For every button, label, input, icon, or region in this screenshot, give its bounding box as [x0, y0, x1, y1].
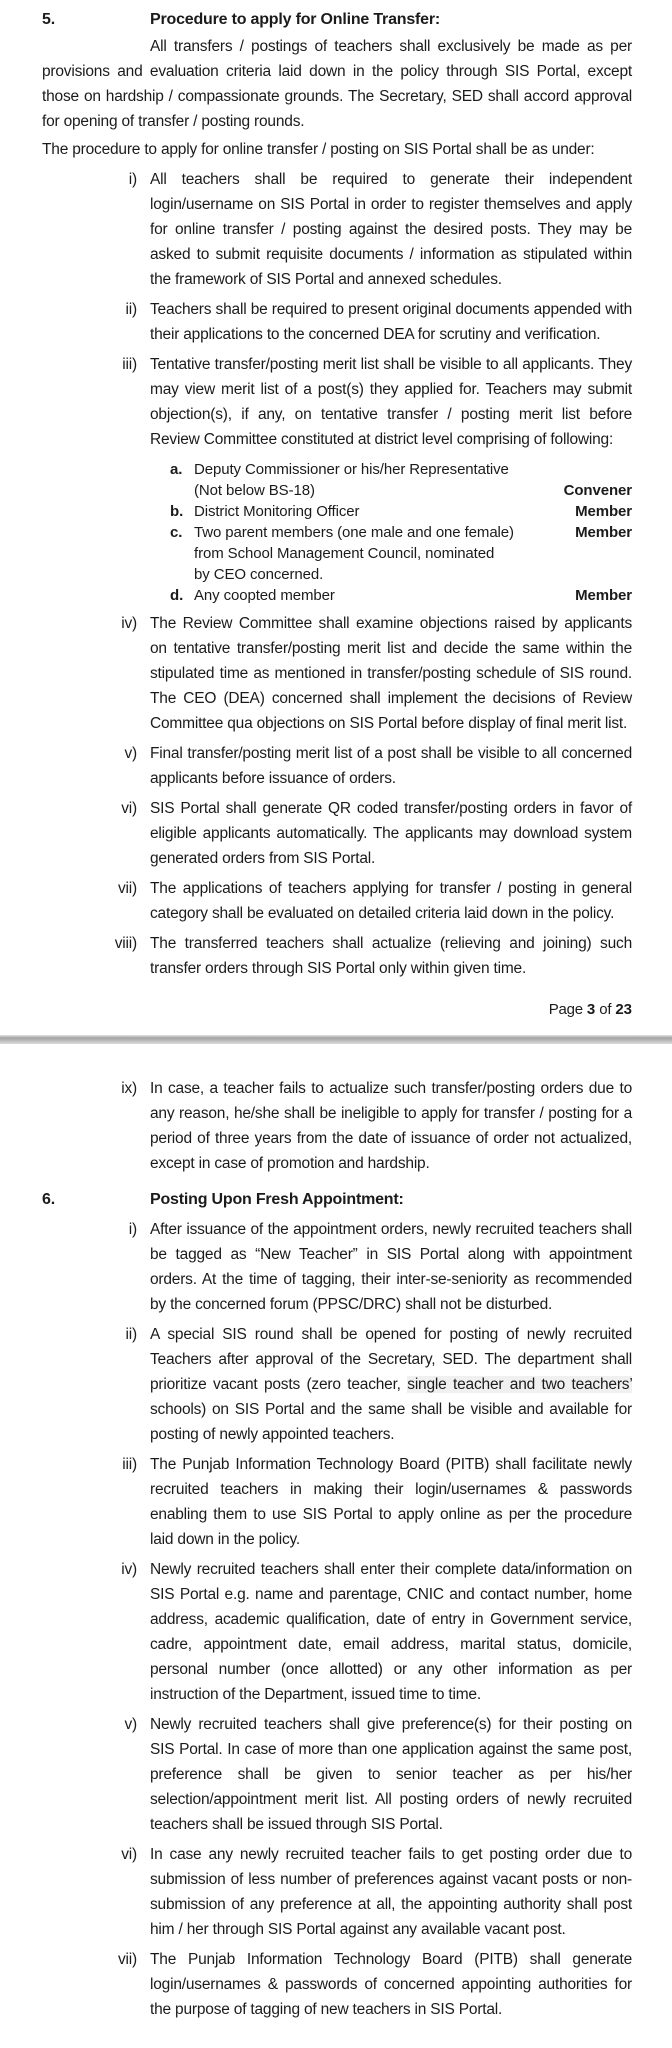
list-item-text: The Punjab Information Technology Board (PITB) shall facilitate newly recruited teachers in making their login/usernames & passwords enabling them to use SIS Portal to apply online as per the procedure laid down in the policy.	[150, 1456, 632, 1548]
page-footer-current: 3	[586, 1001, 596, 1018]
committee-text	[194, 585, 546, 606]
section-5-intro-paragraph: All transfers / postings of teachers shall exclusively be made as per provisions and evaluation criteria laid down in the policy through SIS Portal, except those on hardship / compassionate grounds. The Secretary, SED shall accord approval for opening of transfer / posting rounds.	[42, 38, 632, 130]
list-item-text: The applications of teachers applying for transfer / posting in general category shall be evaluated on detailed criteria laid down in the policy.	[150, 880, 632, 922]
list-item-number: iii)	[122, 1456, 137, 1473]
committee-row-d	[170, 585, 632, 606]
list-item-number: vi)	[121, 800, 137, 817]
page-footer-label: Page	[548, 1001, 587, 1018]
list-item-v	[42, 1712, 632, 1837]
committee-line: Any coopted member	[194, 587, 335, 604]
committee-line: (Not below BS-18)	[194, 482, 315, 499]
list-item-viii	[42, 931, 632, 981]
committee-line: District Monitoring Officer	[194, 503, 360, 520]
committee-role: Member	[575, 587, 632, 604]
committee-letter: a.	[170, 461, 183, 478]
list-item-text: The Review Committee shall examine objections raised by applicants on tentative transfer/posting merit list and decide the same within the stipulated time as mentioned in transfer/posting schedule of SIS round. The CEO (DEA) concerned shall implement the decisions of Review Committee qua objections on SIS Portal before display of final merit list.	[150, 615, 632, 732]
list-item-text: Newly recruited teachers shall give preference(s) for their posting on SIS Portal. In case of more than one application against the same post, preference shall be given to senior teacher as per his/her selection/appointment merit list. All posting orders of newly recruited teachers shall be issued through SIS Portal.	[150, 1716, 632, 1833]
list-item-number: vi)	[121, 1846, 137, 1863]
committee-role: Member	[575, 524, 632, 541]
committee-row-a	[170, 459, 632, 501]
list-item-text: SIS Portal shall generate QR coded transfer/posting orders in favor of eligible applicants automatically. The applicants may download system generated orders from SIS Portal.	[150, 800, 632, 867]
highlighted-text-segment: single teacher and two teachers’	[407, 1376, 633, 1393]
committee-role: Member	[575, 503, 632, 520]
committee-text	[194, 459, 546, 501]
committee-line: from School Management Council, nominated	[194, 545, 495, 562]
committee-letter: b.	[170, 503, 184, 520]
list-item-number: i)	[128, 1221, 137, 1238]
list-item-number: iii)	[122, 356, 137, 373]
list-item-i	[42, 1217, 632, 1317]
list-item-text: Newly recruited teachers shall enter their complete data/information on SIS Portal e.g. name and parentage, CNIC and contact number, home address, academic qualification, date of entry in Government service, cadre, appointment date, email address, marital status, domicile, personal number (once allotted) or any other information as per instruction of the Department, issued time to time.	[150, 1561, 632, 1703]
text-segment: schools) on SIS Portal and the same shall be visible and available for posting of newly appointed teachers.	[150, 1401, 632, 1443]
section-5-title: Procedure to apply for Online Transfer:	[150, 11, 441, 28]
list-item-number: vii)	[118, 1951, 137, 1968]
committee-letter: d.	[170, 587, 184, 604]
committee-line: Deputy Commissioner or his/her Representative	[194, 461, 509, 478]
committee-role: Convener	[563, 482, 632, 499]
committee-text	[194, 501, 546, 522]
committee-line: by CEO concerned.	[194, 566, 324, 583]
list-item-text	[150, 1322, 632, 1447]
procedure-intro-line: The procedure to apply for online transfer / posting on SIS Portal shall be as under:	[42, 141, 595, 158]
list-item-vii	[42, 1947, 632, 2022]
list-item-text: After issuance of the appointment orders, newly recruited teachers shall be tagged as “New Teacher” in SIS Portal along with appointment orders. At the time of tagging, their inter-se-seniority as recommended by the concerned forum (PPSC/DRC) shall not be disturbed.	[150, 1221, 632, 1313]
section-6-number: 6.	[42, 1191, 55, 1208]
list-item-vi	[42, 1842, 632, 1942]
list-item-text: Teachers shall be required to present original documents appended with their applications to the concerned DEA for scrutiny and verification.	[150, 301, 632, 343]
list-item-iv	[42, 611, 632, 736]
list-item-text: Final transfer/posting merit list of a post shall be visible to all concerned applicants before issuance of orders.	[150, 745, 632, 787]
list-item-number: viii)	[114, 935, 137, 952]
list-item-number: iv)	[121, 1561, 137, 1578]
list-item-number: v)	[124, 745, 137, 762]
page-break-divider	[0, 1035, 672, 1044]
list-item-vi	[42, 796, 632, 871]
page-3	[0, 0, 672, 1022]
list-item-ii	[42, 1322, 632, 1447]
list-item-v	[42, 741, 632, 791]
page-4	[0, 1044, 672, 2022]
list-item-i	[42, 167, 632, 292]
list-item-number: i)	[128, 171, 137, 188]
page-footer-of: of	[595, 1001, 616, 1018]
committee-row-c	[170, 522, 632, 585]
list-item-number: v)	[124, 1716, 137, 1733]
section-5-heading	[42, 7, 632, 32]
section-6-title: Posting Upon Fresh Appointment:	[150, 1191, 404, 1208]
list-item-iii	[42, 1452, 632, 1552]
list-item-ix	[42, 1076, 632, 1176]
list-item-iv	[42, 1557, 632, 1707]
list-item-text: In case, a teacher fails to actualize such transfer/posting orders due to any reason, he/she shall be ineligible to apply for transfer / posting for a period of three years from the date of issuance of order not actualized, except in case of promotion and hardship.	[150, 1080, 632, 1172]
list-item-text: The transferred teachers shall actualize (relieving and joining) such transfer orders through SIS Portal only within given time.	[150, 935, 632, 977]
list-item-text: The Punjab Information Technology Board (PITB) shall generate login/usernames & passwords of concerned appointing authorities for the purpose of tagging of new teachers in SIS Portal.	[150, 1951, 632, 2018]
section-5-number: 5.	[42, 11, 55, 28]
list-item-iii	[42, 352, 632, 452]
review-committee-list	[170, 459, 632, 606]
list-item-text: In case any newly recruited teacher fails to get posting order due to submission of less number of preferences against vacant posts or non-submission of any preference at all, the appointing authority shall post him / her through SIS Portal against any available vacant post.	[150, 1846, 632, 1938]
list-item-number: ii)	[125, 301, 137, 318]
committee-text	[194, 522, 546, 585]
list-item-number: vii)	[118, 880, 137, 897]
page-footer-total: 23	[615, 1001, 632, 1018]
committee-row-b	[170, 501, 632, 522]
list-item-number: ix)	[121, 1080, 137, 1097]
list-item-text: Tentative transfer/posting merit list shall be visible to all applicants. They may view merit list of a post(s) they applied for. Teachers may submit objection(s), if any, on tentative transfer / posting merit list before Review Committee constituted at district level comprising of following:	[150, 356, 632, 448]
text-segment: A special SIS round shall be opened for posting of newly recruited Teachers after approval of the Secretary, SED. The department shall prioritize vacant posts (zero teacher,	[150, 1326, 632, 1393]
list-item-number: ii)	[125, 1326, 137, 1343]
committee-letter: c.	[170, 524, 183, 541]
list-item-text: All teachers shall be required to generate their independent login/username on SIS Portal in order to register themselves and apply for online transfer / posting against the desired posts. They may be asked to submit requisite documents / information as stipulated within the framework of SIS Portal and annexed schedules.	[150, 171, 632, 288]
list-item-number: iv)	[121, 615, 137, 632]
page-number-footer	[42, 997, 632, 1022]
section-6-heading	[42, 1187, 632, 1212]
committee-line: Two parent members (one male and one female)	[194, 524, 514, 541]
list-item-ii	[42, 297, 632, 347]
list-item-vii	[42, 876, 632, 926]
